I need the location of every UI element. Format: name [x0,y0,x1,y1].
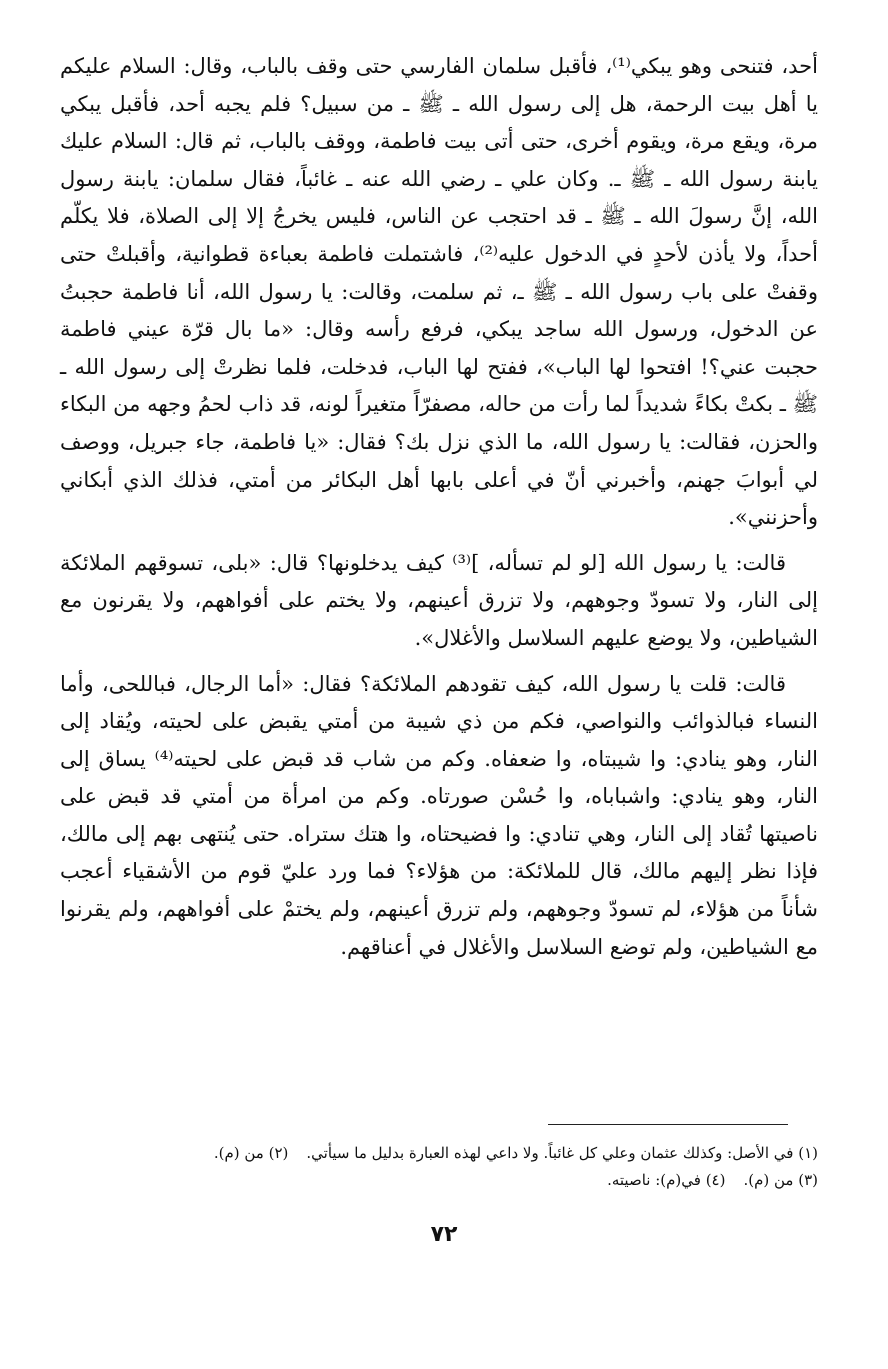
footnotes [60,1140,818,1194]
footnote-line-1 [60,1140,818,1167]
footnote-3: (٣) من (م). [743,1171,818,1189]
footnote-4: (٤) في(م): ناصيته. [607,1171,726,1189]
main-text [60,48,818,966]
footnote-2: (٢) من (م). [213,1144,289,1162]
footnote-separator [548,1124,788,1125]
page-number: ٧٢ [430,1222,458,1247]
paragraph-1: أحد، فتنحى وهو يبكي⁽¹⁾، فأقبل سلمان الفارسي حتى وقف بالباب، وقال: السلام عليكم يا أهل بيت الرحمة، هل إلى رسول الله ـ ﷺ ـ من سبيل؟ فلم يجبه أحد، فأقبل يبكي مرة، ويقع مرة، ويقوم أخرى، حتى أتى بيت فاطمة، ووقف بالباب، ثم قال: السلام عليك يابنة رسول الله ـ ﷺ ـ. وكان علي ـ رضي الله عنه ـ غائباً، فقال سلمان: يابنة رسول الله، إنَّ رسولَ الله ـ ﷺ ـ قد احتجب عن الناس، فليس يخرجُ إلا إلى الصلاة، فلا يكلّم أحداً، ولا يأذن لأحدٍ في الدخول عليه⁽²⁾، فاشتملت فاطمة بعباءة قطوانية، وأقبلتْ حتى وقفتْ على باب رسول الله ـ ﷺ ـ، ثم سلمت، وقالت: يا رسول الله، أنا فاطمة حجبتُ عن الدخول، ورسول الله ساجد يبكي، فرفع رأسه وقال: «ما بال قرّة عيني فاطمة حجبت عني؟! افتحوا لها الباب»، ففتح لها الباب، فدخلت، فلما نظرتْ إلى رسول الله ـ ﷺ ـ بكتْ بكاءً شديداً لما رأت من حاله، مصفرّاً متغيراً لونه، قد ذاب لحمُ وجهه من البكاء والحزن، فقالت: يا رسول الله، ما الذي نزل بك؟ فقال: «يا فاطمة، جاء جبريل، ووصف لي أبوابَ جهنم، وأخبرني أنّ في أعلى بابها أهل البكائر من أمتي، فذلك الذي أبكاني وأحزنني». [60,54,818,530]
paragraph-3: قالت: قلت يا رسول الله، كيف تقودهم الملائكة؟ فقال: «أما الرجال، فباللحى، وأما النساء فبالذوائب والنواصي، فكم من ذي شيبة من أمتي يقبض على لحيته، ويُقاد إلى النار، وهو ينادي: وا شيبتاه، وا ضعفاه. وكم من شاب قد قبض على لحيته⁽⁴⁾ يساق إلى النار، وهو ينادي: واشباباه، وا حُسْن صورتاه. وكم من امرأة من أمتي قد قبض على ناصيتها تُقاد إلى النار، وهي تنادي: وا فضيحتاه، وا هتك ستراه. حتى يُنتهى بهم إلى مالك، فإذا نظر إليهم مالك، قال للملائكة: من هؤلاء؟ فما ورد عليّ قوم من الأشقياء أعجب شأناً من هؤلاء، لم تسودّ وجوههم، ولم تزرق أعينهم، ولم يختمْ على أفواههم، ولم يقرنوا مع الشياطين، ولم توضع السلاسل والأغلال في أعناقهم. [60,671,818,959]
footnote-line-2 [60,1167,818,1194]
footnote-1: (١) في الأصل: وكذلك عثمان وعلي كل غائباً. ولا داعي لهذه العبارة بدليل ما سيأتي. [306,1144,818,1162]
paragraph-2: قالت: يا رسول الله [لو لم تسأله، ]⁽³⁾ كيف يدخلونها؟ قال: «بلى، تسوقهم الملائكة إلى النار، ولا تسودّ وجوههم، ولا تزرق أعينهم، ولا يختم على أفواههم، ولا يقرنون مع الشياطين، ولا يوضع عليهم السلاسل والأغلال». [60,550,818,650]
